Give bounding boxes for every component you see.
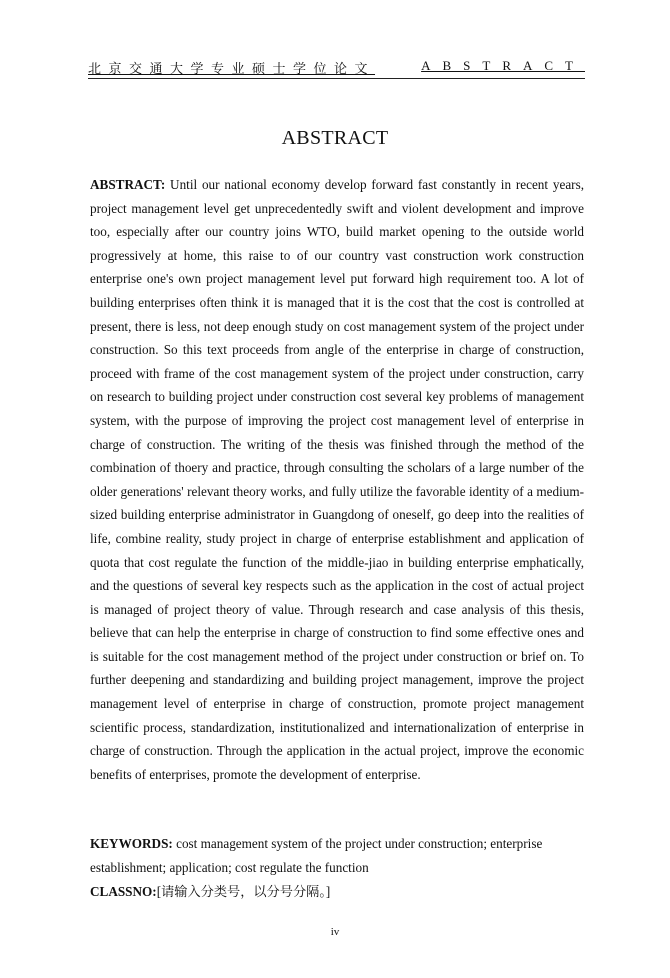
header-section-name: ABSTRACT	[421, 58, 585, 73]
page-number: iv	[330, 926, 340, 938]
abstract-label: ABSTRACT:	[90, 177, 166, 192]
abstract-body	[90, 173, 584, 786]
running-header	[88, 58, 585, 78]
classno-label: CLASSNO:	[90, 884, 157, 899]
header-thesis-title: 北京交通大学专业硕士学位论文	[88, 61, 376, 76]
keywords-block	[90, 832, 584, 904]
abstract-paragraph	[90, 173, 584, 786]
classno-text: [请输入分类号，以分号分隔。]	[156, 884, 331, 899]
keywords-text: cost management system of the project under construction; enterprise establishment; application; cost regulate the function	[90, 836, 543, 875]
abstract-text: Until our national economy develop forward fast constantly in recent years, project management level get unprecedentedly swift and violent development and improve too, especially after our country joins WTO, build market opening to the outside world progressively at home, this raise to of our country vast construction work construction enterprise one's own project management level put forward high requirement too. A lot of building enterprises often think it is managed that it is the cost that the cost is controlled at present, there is less, not deep enough study on cost management system of the project under construction. So this text proceeds from angle of the enterprise in charge of construction, proceed with frame of the cost management system of the project under construction, carry on research to building project under construction cost several key problems of management system, with the purpose of improving the project cost management level of enterprise in charge of construction. The writing of the thesis was finished through the method of the combination of thoery and practice, through consulting the scholars of a large number of the older generations' relevant theory works, and fully utilize the favorable identity of a medium-sized building enterprise administrator in Guangdong of oneself, go deep into the realities of life, combine reality, study project in charge of enterprise establishment and application of quota that cost regulate the function of the middle-jiao in building enterprise emphatically, and the questions of several key respects such as the application in the cost of actual project is managed of project theory of value. Through research and case analysis of this thesis, believe that can help the enterprise in charge of construction to find some effective ones and is suitable for the cost management method of the project under construction or brief on. To further deepening and standardizing and building project management, improve the project management level of enterprise in charge of construction, promote project management scientific process, standardization, institutionalized and internationalization of enterprise in charge of construction. Through the application in the actual project, improve the economic benefits of enterprises, promote the development of enterprise.	[90, 177, 584, 782]
page-title: ABSTRACT	[281, 127, 389, 149]
classno-line	[90, 880, 584, 904]
keywords-line	[90, 832, 584, 880]
header-rule	[88, 78, 585, 79]
keywords-label: KEYWORDS:	[90, 836, 173, 851]
